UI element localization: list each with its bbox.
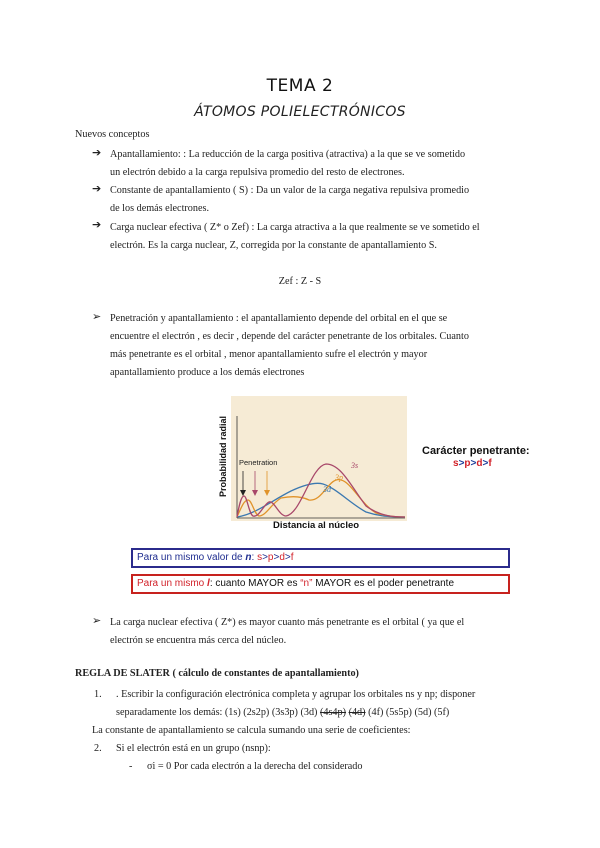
bullet-text: σi = 0 Por cada electrón a la derecha del considerado	[147, 761, 363, 772]
caracter-penetrante-label: Carácter penetrante:	[422, 445, 530, 457]
slater-heading: REGLA DE SLATER ( cálculo de constantes de apantallamiento)	[75, 668, 359, 679]
concept-2-line-2: de los demás electrones.	[110, 203, 210, 214]
y-axis-label: Probabilidad radial	[218, 415, 228, 497]
penetration-annotation: Penetration	[239, 458, 278, 467]
arrow-bullet-icon: ➔	[92, 218, 102, 231]
same-n-box: Para un mismo valor de n: s>p>d>f	[131, 548, 510, 568]
step-2-number: 2.	[94, 743, 102, 754]
zef-line-1: La carga nuclear efectiva ( Z*) es mayor cuanto más penetrante es el orbital ( ya que el	[110, 617, 465, 628]
zef-line-2: electrón se encuentra más cerca del núcleo.	[110, 635, 287, 646]
orbital-3s-curve	[237, 464, 405, 517]
step-1-line-2: separadamente los demás: (1s) (2s2p) (3s3p) (3d) (4s4p) (4d) (4f) (5s5p) (5d) (5f)	[116, 707, 450, 718]
concept-3-line-1: Carga nuclear efectiva ( Z* o Zef) : La carga atractiva a la que realmente se ve sometido el	[110, 222, 480, 233]
page-title: TEMA 2	[266, 76, 334, 96]
radial-probability-plot	[231, 396, 407, 521]
concept-2-line-1: Constante de apantallamiento ( S) : Da un valor de la carga negativa repulsiva promedio	[110, 185, 470, 196]
concept-1-line-1: Apantallamiento: : La reducción de la carga positiva (atractiva) a la que se ve sometido	[110, 149, 466, 160]
orbital-3d-curve	[237, 483, 405, 517]
curve-label-3s: 3s	[351, 461, 359, 470]
triangle-bullet-icon: ➢	[92, 310, 102, 323]
intro-label: Nuevos conceptos	[75, 129, 150, 140]
zef-formula: Zef : Z - S	[278, 276, 322, 287]
penetration-line-1: Penetración y apantallamiento : el apantallamiento depende del orbital en el que se	[110, 313, 448, 324]
bullet-dash: -	[129, 761, 133, 772]
triangle-bullet-icon: ➢	[92, 614, 102, 627]
same-l-box: Para un mismo l: cuanto MAYOR es “n” MAYOR es el poder penetrante	[131, 574, 510, 594]
constant-line: La constante de apantallamiento se calcula sumando una serie de coeficientes:	[92, 725, 411, 736]
step-2-text: Si el electrón está en un grupo (nsnp):	[116, 743, 271, 754]
curve-label-3d: 3d	[323, 485, 331, 494]
penetration-line-4: apantallamiento produce a los demás electrones	[110, 367, 305, 378]
penetration-line-2: encuentre el electrón , es decir , depende del carácter penetrante de los orbitales. Cuanto	[110, 331, 469, 342]
penetration-arrowhead-d	[264, 490, 270, 496]
page-subtitle: ÁTOMOS POLIELECTRÓNICOS	[194, 104, 406, 120]
penetration-arrowhead-p	[252, 490, 258, 496]
orbital-3p-curve	[237, 480, 405, 517]
concept-1-line-2: un electrón debido a la carga repulsiva promedio del resto de electrones.	[110, 167, 405, 178]
step-1-line-1: . Escribir la configuración electrónica completa y agrupar los orbitales ns y np; disponer	[116, 689, 476, 700]
step-1-number: 1.	[94, 689, 102, 700]
radial-probability-figure	[231, 396, 407, 521]
penetration-arrowhead-s	[240, 490, 246, 496]
arrow-bullet-icon: ➔	[92, 146, 102, 159]
penetration-line-3: más penetrante es el orbital , menor apantallamiento sufre el electrón y mayor	[110, 349, 428, 360]
arrow-bullet-icon: ➔	[92, 182, 102, 195]
curve-label-3p: 3p	[335, 473, 343, 482]
concept-3-line-2: electrón. Es la carga nuclear, Z, corregida por la constante de apantallamiento S.	[110, 240, 437, 251]
caracter-penetrante-order: s>p>d>f	[453, 458, 492, 469]
x-axis-label: Distancia al núcleo	[273, 520, 360, 531]
